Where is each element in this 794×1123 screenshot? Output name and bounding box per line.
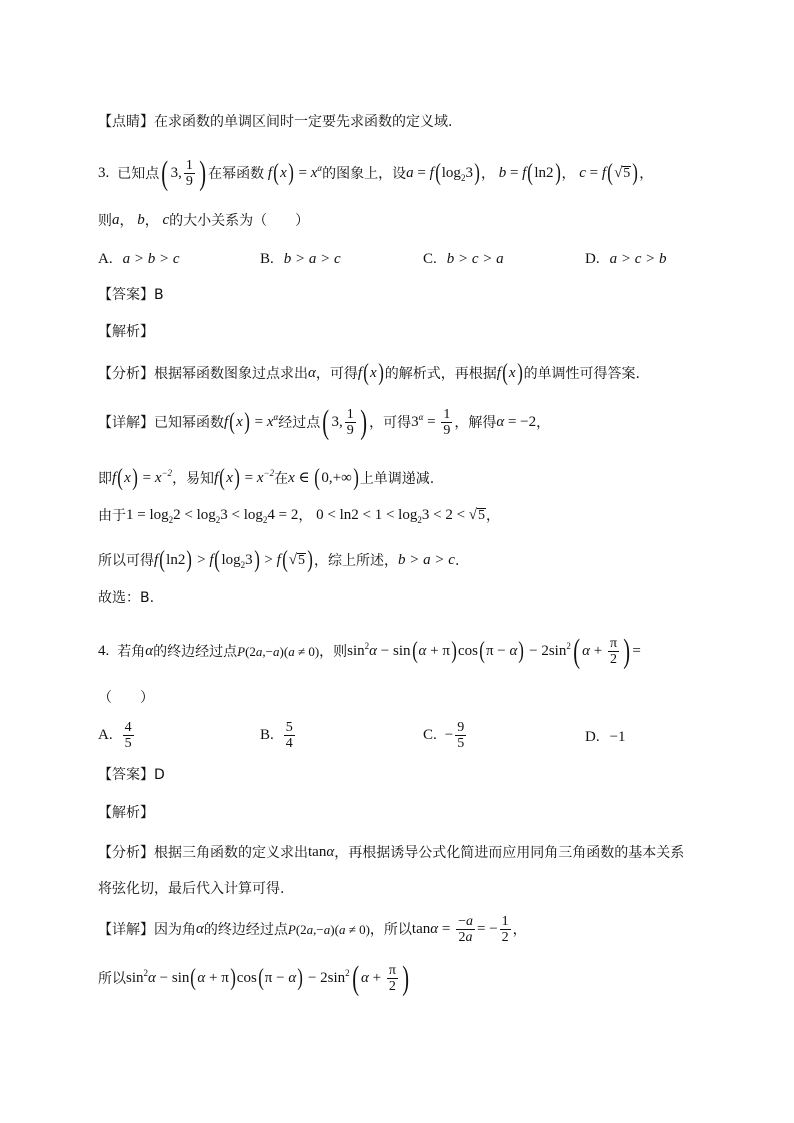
q4-paren: （ ） [98, 690, 154, 706]
q3-stem-line2: 则 a ， b ， c 的大小关系为（ ） [98, 212, 310, 229]
q3-option-c[interactable]: C. b > c > a [423, 251, 504, 267]
q3-xiangjie-1: 【详解】已知幂函数 f ( x ) = $x^\alpha$ 经过点 ( 3, $\frac{1}{9}$ ) ，可得 $3^\alpha$ = $\frac{1}{9}$ ，解得 α = −2 ， [98, 403, 551, 441]
q3-fenxi: 【分析】根据幂函数图象过点求出 α ，可得 f ( x ) 的解析式，再根据 f ( x ) 的单调性可得答案. [98, 360, 641, 386]
q4-fenxi-line2: 将弦化切，最后代入计算可得. [98, 881, 285, 897]
q3-number: 3. [98, 165, 110, 182]
q4-option-c[interactable]: C. − $\frac{9}{5}$ [423, 720, 465, 752]
q3-stem: 3. 已知点 ( 3, $\frac{1}{9}$ ) 在幂函数 f ( x ) = $x^\alpha$ 的图象上，设 a = f ( $\log_23$ ) ， b = f ( ln2 ) ， c = f ( √ 5 ) ， [98, 154, 654, 192]
q3-xiangjie-2: 即 f ( x ) = $x^{-2}$ ，易知 f ( x ) = $x^{-2}$ 在 x ∈ ( 0,+∞ ) 上单调递减. [98, 465, 435, 491]
q3-conclusion: 故选：B. [98, 590, 155, 606]
q4-option-a[interactable]: A. $\frac{4}{5}$ [98, 720, 132, 752]
q4-xiangjie-2: 所以 $\sin^2\alpha - \sin$ ( α + π ) cos ( π − α ) − $2\sin^2$ ( α + $\frac{\pi}{2}$ ) [98, 959, 409, 997]
q3-option-d[interactable]: D. a > c > b [585, 251, 667, 267]
q4-option-b[interactable]: B. $\frac{5}{4}$ [260, 720, 293, 752]
q3-xiangjie-3: 由于 $1 = \log_22 < \log_23 < \log_24 = 2$ ， $0 < \ln 2 < 1 < \log_23 < 2$ < √ 5 ， [98, 507, 501, 525]
q4-option-d[interactable]: D. −1 [585, 729, 626, 745]
q4-fenxi: 【分析】根据三角函数的定义求出 tanα ，再根据诱导公式化简进而应用同角三角函数的基本关系 [98, 844, 685, 861]
q3-option-b[interactable]: B. b > a > c [260, 251, 341, 267]
q3-option-a[interactable]: A. a > b > c [98, 251, 180, 267]
q3-jiexi: 【解析】 [98, 324, 154, 340]
q3-answer: 【答案】B [98, 287, 164, 303]
q4-answer: 【答案】D [98, 767, 165, 783]
q4-stem: 4. 若角 α 的终边经过点 P (2a,−a)(a ≠ 0) ，则 $\sin^2\alpha - \sin$ ( α + π ) cos ( π − α ) − $2\sin^2$ ( α + $\frac{\pi}{2}$ ) = [98, 632, 641, 670]
q3-xiangjie-4: 所以可得 f ( ln2 ) > f ( $\log_23$ ) > f ( √ 5 ) ，综上所述， b > a > c . [98, 547, 460, 573]
dianjing-note: 【点睛】在求函数的单调区间时一定要先求函数的定义域. [98, 114, 453, 130]
q4-jiexi: 【解析】 [98, 805, 154, 821]
q4-number: 4. [98, 643, 110, 660]
q4-xiangjie-1: 【详解】因为角 α 的终边经过点 P (2a,−a)(a ≠ 0) ，所以 tanα = $\frac{-a}{2a}$ = − $\frac{1}{2}$ ， [98, 914, 527, 946]
